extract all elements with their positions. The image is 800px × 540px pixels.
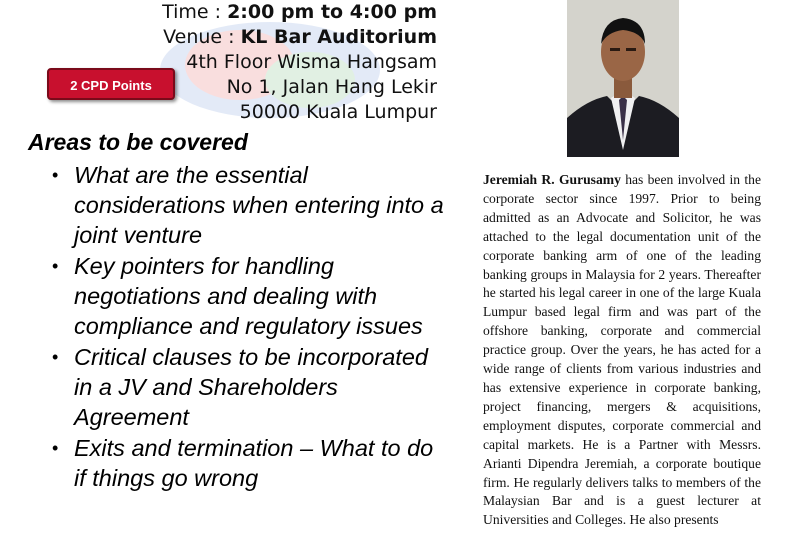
- speaker-portrait-icon: [567, 0, 679, 157]
- list-item: [50, 342, 450, 432]
- venue-value: KL Bar Auditorium: [240, 26, 437, 48]
- bullet-icon: •: [52, 347, 59, 367]
- list-item-text: Exits and termination – What to do if things go wrong: [74, 435, 434, 491]
- list-item: [50, 160, 450, 250]
- speaker-photo: [567, 0, 679, 157]
- event-venue: [162, 25, 437, 50]
- list-item-text: What are the essential considerations when entering into a joint venture: [74, 162, 444, 248]
- address-line-1: 4th Floor Wisma Hangsam: [186, 51, 437, 73]
- address-line-2: No 1, Jalan Hang Lekir: [226, 76, 437, 98]
- speaker-bio: [483, 171, 761, 530]
- speaker-name: Jeremiah R. Gurusamy: [483, 172, 621, 187]
- event-time: [162, 0, 437, 25]
- list-item: [50, 251, 450, 341]
- event-details: [162, 0, 437, 125]
- areas-heading: Areas to be covered: [28, 129, 248, 155]
- venue-label: Venue :: [163, 26, 241, 48]
- areas-list: [50, 160, 450, 494]
- bullet-icon: •: [52, 165, 59, 185]
- list-item: [50, 433, 450, 493]
- time-label: Time :: [162, 1, 228, 23]
- list-item-text: Critical clauses to be incorporated in a JV and Shareholders Agreement: [74, 344, 428, 430]
- bullet-icon: •: [52, 438, 59, 458]
- bullet-icon: •: [52, 256, 59, 276]
- time-value: 2:00 pm to 4:00 pm: [227, 1, 437, 23]
- list-item-text: Key pointers for handling negotiations and dealing with compliance and regulatory issues: [74, 253, 423, 339]
- address-line-3: 50000 Kuala Lumpur: [239, 101, 437, 123]
- speaker-bio-text: has been involved in the corporate sector since 1997. Prior to being admitted as an Advocate and Solicitor, he was attached to the legal documentation unit of the corporate banking arm of one of the leading banking groups in Malaysia for 2 years. Thereafter he started his legal career in one of the large Kuala Lumpur based legal firm and was part of the offshore banking, corporate and commercial practice group. Over the years, he has acted for a wide range of clients from various industries and has extensive experience in corporate banking, project financing, mergers & acquisitions, employment disputes, corporate commercial and capital markets. He is a Partner with Messrs. Arianti Dipendra Jeremiah, a corporate boutique firm. He regularly delivers talks to members of the Malaysian Bar and is a guest lecturer at Universities and Colleges. He also presents: [483, 172, 761, 528]
- cpd-points-badge: 2 CPD Points: [47, 68, 175, 100]
